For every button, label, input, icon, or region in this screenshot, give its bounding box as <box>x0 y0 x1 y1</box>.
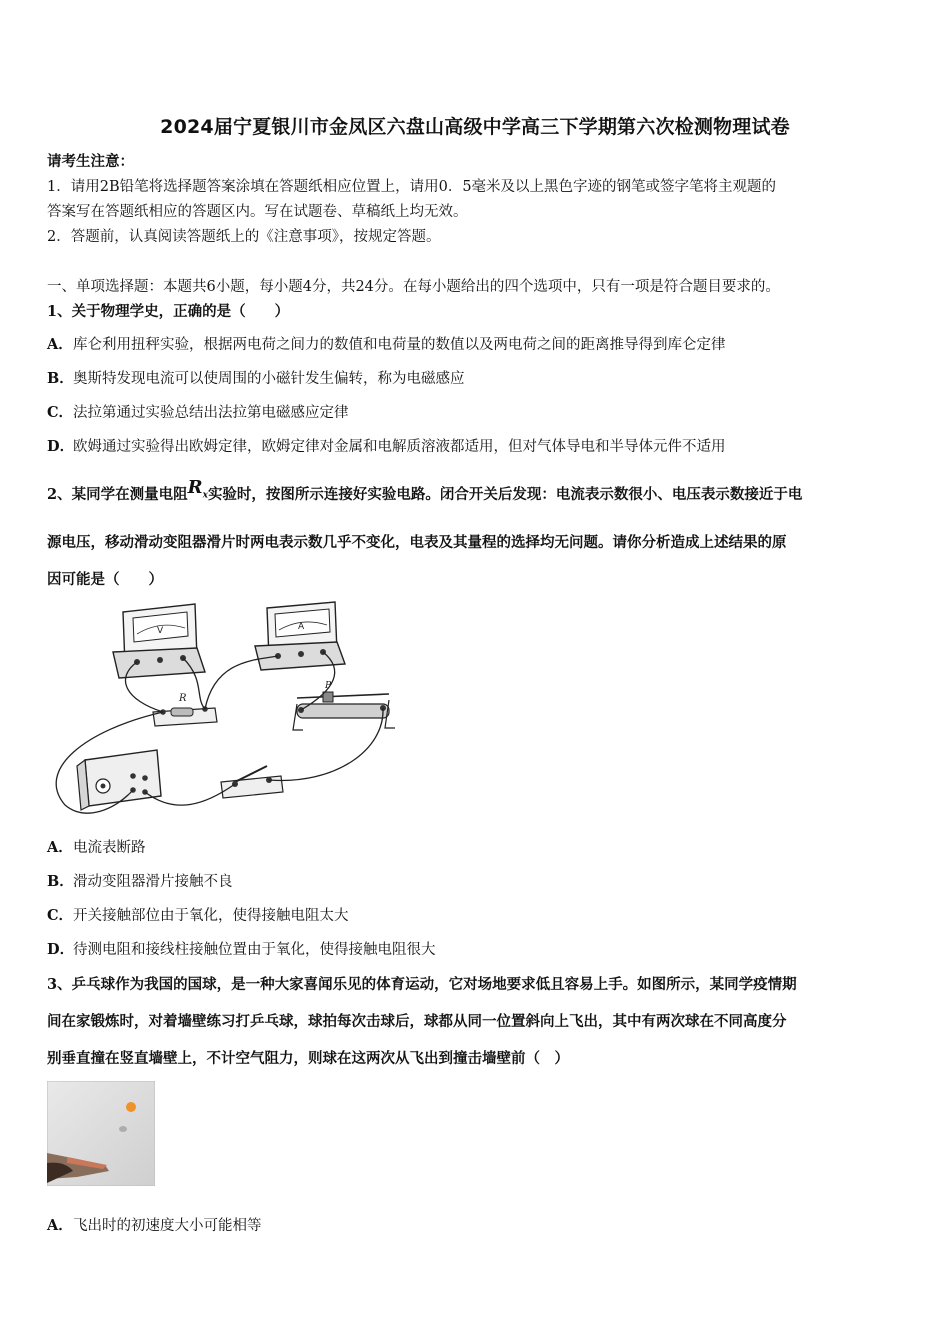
option-label: A． <box>47 336 73 353</box>
option-text: 电流表断路 <box>73 840 146 856</box>
notice-line-2: 答案写在答题纸相应的答题区内。写在试题卷、草稿纸上均无效。 <box>47 204 468 220</box>
q2-stem-line-2: 源电压，移动滑动变阻器滑片时两电表示数几乎不变化，电表及其量程的选择均无问题。请你分析造成上述结果的原 <box>47 534 787 551</box>
rx-symbol <box>187 477 208 501</box>
option-label: C． <box>47 404 74 421</box>
q2-option-d[interactable] <box>47 940 436 960</box>
option-text: 欧姆通过实验得出欧姆定律，欧姆定律对金属和电解质溶液都适用，但对气体导电和半导体元件不适用 <box>73 439 726 455</box>
q1-stem: 1、关于物理学史，正确的是（ ） <box>47 303 290 320</box>
option-label: C． <box>47 907 74 924</box>
q3-option-a[interactable] <box>47 1216 262 1236</box>
slider-label: P <box>325 681 332 691</box>
power-supply <box>77 750 161 810</box>
svg-text:V: V <box>157 626 164 636</box>
option-label: D． <box>47 438 75 455</box>
q2-option-c[interactable] <box>47 906 349 926</box>
notice-line-3: 2．答题前，认真阅读答题纸上的《注意事项》，按规定答题。 <box>47 229 441 245</box>
option-text: 待测电阻和接线柱接触位置由于氧化，使得接触电阻很大 <box>73 942 436 958</box>
option-text: 开关接触部位由于氧化，使得接触电阻太大 <box>73 908 349 924</box>
resistor-label: R <box>179 693 187 704</box>
q2-stem-line-3: 因可能是（ ） <box>47 571 163 588</box>
switch <box>221 766 283 798</box>
option-label: A． <box>47 1217 73 1234</box>
q3-stem-line-1: 3、乒乓球作为我国的国球，是一种大家喜闻乐见的体育运动，它对场地要求低且容易上手。如图所示，某同学疫情期 <box>47 976 797 993</box>
notice-line-1: 1．请用2B铅笔将选择题答案涂填在答题纸相应位置上，请用0．5毫米及以上黑色字迹的钢笔或签字笔将主观题的 <box>47 179 777 195</box>
q1-option-b[interactable] <box>47 369 465 389</box>
rx-subscript: x <box>202 490 208 501</box>
q1-option-c[interactable] <box>47 403 349 423</box>
q2-option-a[interactable] <box>47 838 146 858</box>
q2-stem-after: 实验时，按图所示连接好实验电路。闭合开关后发现：电流表示数很小、电压表示数接近于电 <box>207 486 803 503</box>
q1-option-a[interactable] <box>47 335 726 355</box>
option-text: 滑动变阻器滑片接触不良 <box>73 874 233 890</box>
option-label: B． <box>47 370 74 387</box>
option-label: A． <box>47 839 73 856</box>
option-text: 奥斯特发现电流可以使周围的小磁针发生偏转，称为电磁感应 <box>73 371 465 387</box>
q3-stem-line-2: 间在家锻炼时，对着墙壁练习打乒乓球，球拍每次击球后，球都从同一位置斜向上飞出，其中有两次球在不同高度分 <box>47 1013 787 1030</box>
ammeter <box>255 602 345 670</box>
option-label: B． <box>47 873 74 890</box>
notice-heading: 请考生注意： <box>47 153 134 170</box>
q2-stem-line-1 <box>47 477 803 512</box>
ball-icon <box>126 1102 136 1112</box>
rx-letter: R <box>187 477 203 498</box>
svg-text:A: A <box>298 622 305 632</box>
q3-stem-line-3: 别垂直撞在竖直墙壁上，不计空气阻力，则球在这两次从飞出到撞击墙壁前（ ） <box>47 1050 569 1067</box>
section-heading: 一、单项选择题：本题共6小题，每小题4分，共24分。在每小题给出的四个选项中，只有一项是符合题目要求的。 <box>47 279 780 295</box>
page-title: 2024届宁夏银川市金凤区六盘山高级中学高三下学期第六次检测物理试卷 <box>160 116 790 138</box>
ping-pong-photo <box>47 1081 155 1186</box>
circuit-figure <box>45 600 400 825</box>
q1-option-d[interactable] <box>47 437 726 457</box>
option-text: 库仑利用扭秤实验，根据两电荷之间力的数值和电荷量的数值以及两电荷之间的距离推导得到库仑定律 <box>73 337 726 353</box>
option-text: 飞出时的初速度大小可能相等 <box>73 1218 262 1234</box>
q2-option-b[interactable] <box>47 872 233 892</box>
q2-stem-before: 2、某同学在测量电阻 <box>47 486 188 503</box>
option-text: 法拉第通过实验总结出法拉第电磁感应定律 <box>73 405 349 421</box>
option-label: D． <box>47 941 75 958</box>
